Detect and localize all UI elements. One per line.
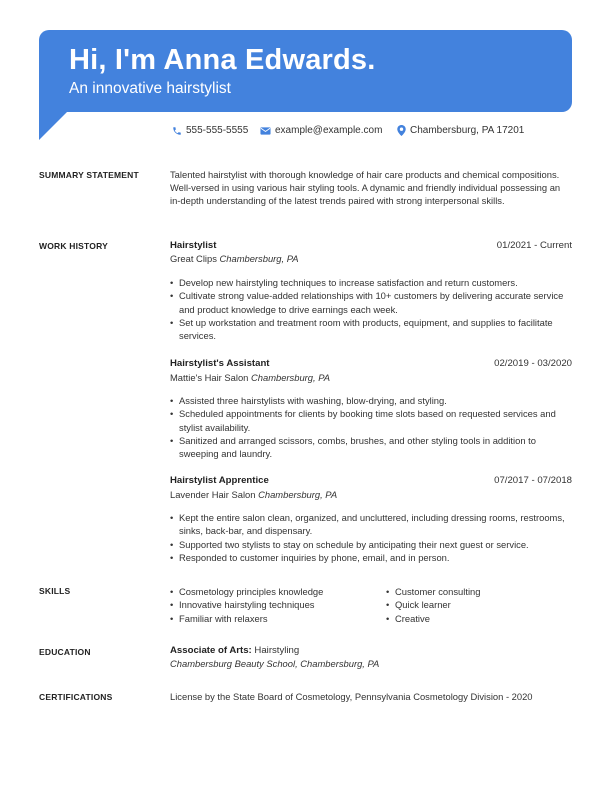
summary-text: Talented hairstylist with thorough knowledge of hair care products and chemical compositions. Well-versed in using various hair styling tools. A dynamic and friendly individual possessing an in-depth understanding of the latest trends paired with strong interpersonal skills. xyxy=(170,169,561,207)
job-company xyxy=(170,372,330,383)
list-item: • Responded to customer inquiries by phone, email, and in person. xyxy=(170,551,570,564)
job-bullets xyxy=(170,276,570,342)
job-bullets xyxy=(170,511,570,564)
skill-item: • Creative xyxy=(386,612,566,625)
job-dates: 02/2019 - 03/2020 xyxy=(494,358,572,369)
header-banner-tail xyxy=(39,110,69,140)
list-item: • Develop new hairstyling techniques to increase satisfaction and return customers. xyxy=(170,276,570,289)
list-item: • Supported two stylists to stay on schedule by anticipating their next guest or service. xyxy=(170,538,570,551)
contact-email-text: example@example.com xyxy=(275,125,383,136)
job-dates: 07/2017 - 07/2018 xyxy=(494,475,572,486)
job-location: Chambersburg, PA xyxy=(258,489,338,500)
certification-text: License by the State Board of Cosmetology, Pennsylvania Cosmetology Division - 2020 xyxy=(170,691,533,702)
skill-item: • Innovative hairstyling techniques xyxy=(170,598,380,611)
resume-name: Hi, I'm Anna Edwards. xyxy=(69,44,376,76)
job-bullets xyxy=(170,394,570,460)
work-history-heading: WORK HISTORY xyxy=(39,241,108,251)
skill-item: • Quick learner xyxy=(386,598,566,611)
job-employer: Great Clips xyxy=(170,253,217,264)
skill-item: • Familiar with relaxers xyxy=(170,612,380,625)
degree-type: Associate of Arts: xyxy=(170,645,252,656)
job-employer: Lavender Hair Salon xyxy=(170,489,256,500)
list-item: • Sanitized and arranged scissors, combs, brushes, and other styling tools in addition to sweeping and laundry. xyxy=(170,434,570,461)
contact-phone-text: 555-555-5555 xyxy=(186,125,249,136)
job-company xyxy=(170,253,299,264)
job-employer: Mattie's Hair Salon xyxy=(170,372,249,383)
certifications-heading: CERTIFICATIONS xyxy=(39,692,113,702)
list-item: • Kept the entire salon clean, organized, and uncluttered, including dressing rooms, restrooms, sinks, back-bar, and dispensary. xyxy=(170,511,570,538)
skills-heading: SKILLS xyxy=(39,586,71,596)
list-item: • Assisted three hairstylists with washing, blow-drying, and styling. xyxy=(170,394,570,407)
job-location: Chambersburg, PA xyxy=(251,372,331,383)
skills-list-left xyxy=(170,585,380,625)
map-pin-icon xyxy=(397,125,406,136)
job-title: Hairstylist xyxy=(170,240,217,251)
list-item: • Set up workstation and treatment room with products, equipment, and supplies to facilitate services. xyxy=(170,316,570,343)
list-item: • Scheduled appointments for clients by booking time slots based on requested services and stylist availability. xyxy=(170,407,570,434)
skill-item: • Cosmetology principles knowledge xyxy=(170,585,380,598)
contact-location-text: Chambersburg, PA 17201 xyxy=(410,125,525,136)
job-title: Hairstylist's Assistant xyxy=(170,358,270,369)
phone-icon xyxy=(172,126,182,136)
education-heading: EDUCATION xyxy=(39,647,91,657)
education-school: Chambersburg Beauty School, Chambersburg, PA xyxy=(170,658,380,669)
list-item: • Cultivate strong value-added relationships with 10+ customers by delivering accurate service and product knowledge to drive earnings each week. xyxy=(170,289,570,316)
job-title: Hairstylist Apprentice xyxy=(170,475,269,486)
summary-heading: SUMMARY STATEMENT xyxy=(39,170,139,180)
job-company xyxy=(170,489,337,500)
degree-field: Hairstyling xyxy=(254,645,300,656)
education-degree xyxy=(170,645,299,656)
envelope-icon xyxy=(260,126,271,136)
job-dates: 01/2021 - Current xyxy=(496,240,572,251)
skills-list-right xyxy=(386,585,566,625)
contact-location xyxy=(397,125,524,136)
skill-item: • Customer consulting xyxy=(386,585,566,598)
contact-phone xyxy=(172,125,248,136)
resume-tagline: An innovative hairstylist xyxy=(69,80,231,97)
job-location: Chambersburg, PA xyxy=(219,253,299,264)
contact-email xyxy=(260,125,382,136)
